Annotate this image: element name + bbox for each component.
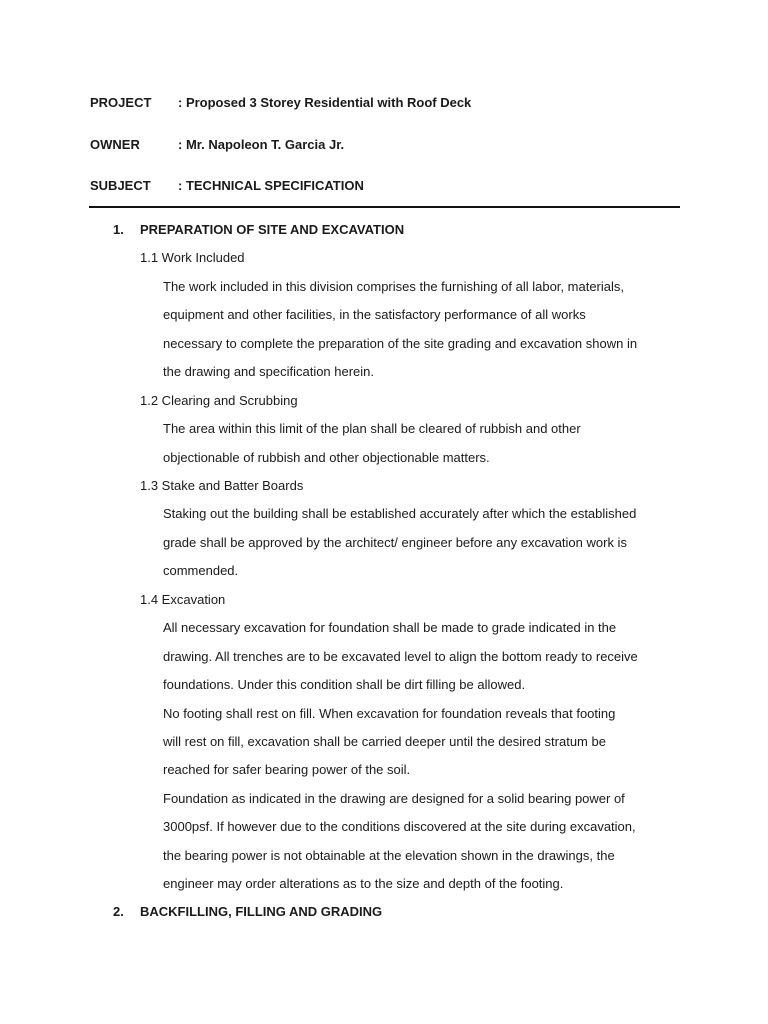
paragraph-line: foundations. Under this condition shall be dirt filling be allowed. (163, 677, 526, 692)
paragraph-line: grade shall be approved by the architect/ engineer before any excavation work is (163, 535, 627, 550)
section-number: 2. (113, 904, 124, 919)
section-title: BACKFILLING, FILLING AND GRADING (140, 904, 383, 919)
paragraph-line: 3000psf. If however due to the conditions discovered at the site during excavation, (163, 819, 636, 834)
subsection-heading: 1.3 Stake and Batter Boards (140, 478, 304, 493)
section-heading (113, 904, 382, 920)
paragraph-line: Foundation as indicated in the drawing are designed for a solid bearing power of (163, 791, 625, 806)
paragraph-line: the drawing and specification herein. (163, 364, 375, 379)
subject-label: SUBJECT (90, 178, 151, 193)
project-label: PROJECT (90, 95, 152, 110)
paragraph-line: engineer may order alterations as to the size and depth of the footing. (163, 876, 564, 891)
subsection-heading: 1.1 Work Included (140, 250, 245, 265)
project-row (90, 95, 471, 110)
subject-value: : TECHNICAL SPECIFICATION (178, 178, 364, 193)
project-value: : Proposed 3 Storey Residential with Roof Deck (178, 95, 472, 110)
paragraph-line: the bearing power is not obtainable at the elevation shown in the drawings, the (163, 848, 615, 863)
paragraph-line: equipment and other facilities, in the satisfactory performance of all works (163, 307, 586, 322)
paragraph-line: drawing. All trenches are to be excavated level to align the bottom ready to receive (163, 649, 638, 664)
paragraph-line: Staking out the building shall be established accurately after which the established (163, 506, 637, 521)
paragraph-line: No footing shall rest on fill. When excavation for foundation reveals that footing (163, 706, 616, 721)
paragraph-line: necessary to complete the preparation of the site grading and excavation shown in (163, 336, 638, 351)
section-title: PREPARATION OF SITE AND EXCAVATION (140, 222, 405, 237)
subsection-heading: 1.2 Clearing and Scrubbing (140, 393, 298, 408)
subsection-heading: 1.4 Excavation (140, 592, 226, 607)
paragraph-line: The area within this limit of the plan shall be cleared of rubbish and other (163, 421, 581, 436)
section-number: 1. (113, 222, 124, 237)
owner-value: : Mr. Napoleon T. Garcia Jr. (178, 137, 345, 152)
owner-row (90, 137, 344, 152)
paragraph-line: All necessary excavation for foundation shall be made to grade indicated in the (163, 620, 617, 635)
paragraph-line: will rest on fill, excavation shall be carried deeper until the desired stratum be (163, 734, 606, 749)
subject-row (90, 178, 364, 193)
paragraph-line: commended. (163, 563, 239, 578)
paragraph-line: objectionable of rubbish and other objectionable matters. (163, 450, 490, 465)
header-divider (89, 206, 680, 208)
owner-label: OWNER (90, 137, 140, 152)
paragraph-line: reached for safer bearing power of the soil. (163, 762, 411, 777)
paragraph-line: The work included in this division comprises the furnishing of all labor, materials, (163, 279, 624, 294)
section-heading (113, 222, 404, 238)
